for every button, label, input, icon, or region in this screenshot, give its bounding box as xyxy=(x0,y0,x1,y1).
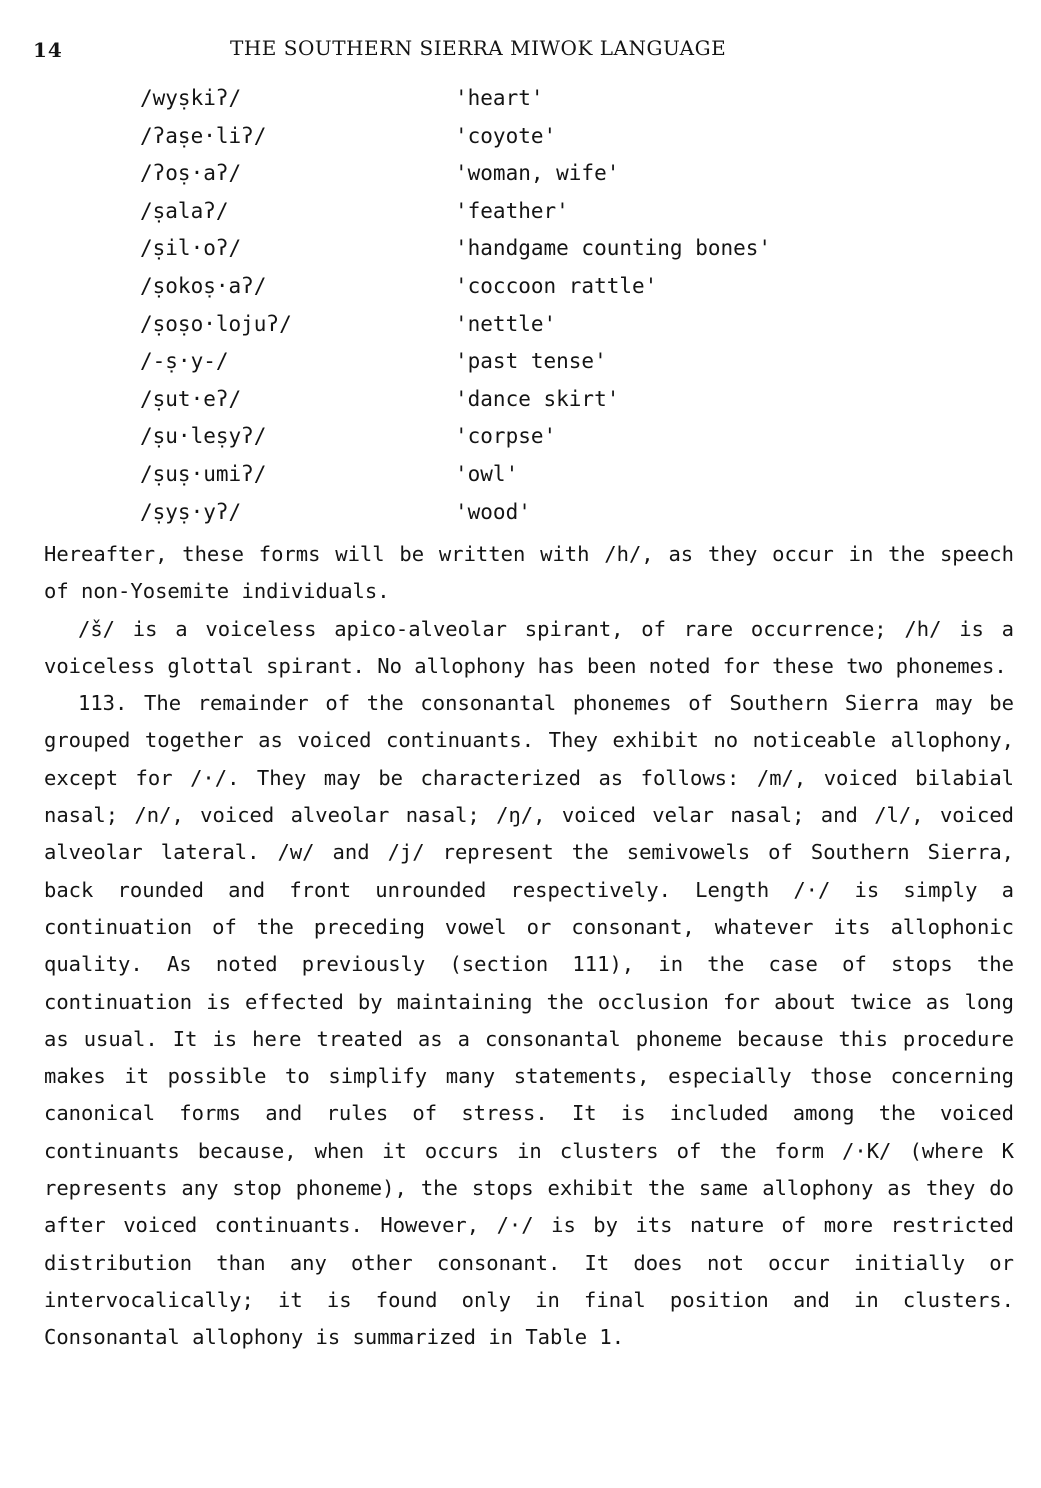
word-gloss: 'dance skirt' xyxy=(455,386,620,411)
word-entry xyxy=(140,236,900,274)
word-form: /ʔoṣ·aʔ/ xyxy=(140,161,242,186)
paragraph-hereafter: Hereafter, these forms will be written with /h/, as they occur in the speech of non-Yosemite individuals. xyxy=(44,542,1014,604)
running-head: THE SOUTHERN SIERRA MIWOK LANGUAGE xyxy=(230,36,727,60)
word-gloss: 'wood' xyxy=(455,499,531,524)
word-form: /ṣu·leṣyʔ/ xyxy=(140,424,267,449)
word-entry xyxy=(140,387,900,425)
page-number: 14 xyxy=(33,38,63,62)
word-entry xyxy=(140,86,900,124)
word-gloss: 'coccoon rattle' xyxy=(455,273,658,298)
word-form: /ṣokoṣ·aʔ/ xyxy=(140,273,267,298)
word-gloss: 'nettle' xyxy=(455,311,557,336)
word-gloss: 'owl' xyxy=(455,461,519,486)
word-gloss: 'handgame counting bones' xyxy=(455,236,772,261)
word-form: /wyṣkiʔ/ xyxy=(140,86,242,110)
word-entry xyxy=(140,199,900,237)
word-entry xyxy=(140,274,900,312)
word-form: /-ṣ·y-/ xyxy=(140,349,229,374)
word-form: /ṣyṣ·yʔ/ xyxy=(140,499,242,524)
word-entry xyxy=(140,500,900,538)
paragraph-section-113: 113. The remainder of the consonantal phonemes of Southern Sierra may be grouped together as voiced continuants. They exhibit no noticeable allophony, except for /·/. They may be characterized as follows: /m/, voiced bilabial nasal; /n/, voiced alveolar nasal; /ŋ/, voiced velar nasal; and /l/, voiced alveolar lateral. /w/ and /j/ represent the semivowels of Southern Sierra, back rounded and front unrounded respectively. Length /·/ is simply a continuation of the preceding vowel or consonant, whatever its allophonic quality. As noted previously (section 111), in the case of stops the continuation is effected by maintaining the occlusion for about twice as long as usual. It is here treated as a consonantal phoneme because this procedure makes it possible to simplify many statements, especially those concerning canonical forms and rules of stress. It is included among the voiced continuants because, when it occurs in clusters of the form /·K/ (where K represents any stop phoneme), the stops exhibit the same allophony as they do after voiced continuants. However, /·/ is by its nature of more restricted distribution than any other consonant. It does not occur initially or intervocalically; it is found only in final position and in clusters. Consonantal allophony is summarized in Table 1. xyxy=(44,691,1014,1350)
word-gloss: 'heart' xyxy=(455,86,544,110)
word-entry xyxy=(140,312,900,350)
paragraph-spirants: /š/ is a voiceless apico-alveolar spirant, of rare occurrence; /h/ is a voiceless glottal spirant. No allophony has been noted for these two phonemes. xyxy=(44,616,1014,678)
word-form: /ṣil·oʔ/ xyxy=(140,236,242,261)
word-gloss: 'woman, wife' xyxy=(455,161,620,186)
word-form: /ṣut·eʔ/ xyxy=(140,386,242,411)
word-entry xyxy=(140,161,900,199)
word-gloss: 'corpse' xyxy=(455,424,557,449)
word-list xyxy=(140,86,900,537)
word-gloss: 'feather' xyxy=(455,198,569,223)
word-entry xyxy=(140,349,900,387)
word-entry xyxy=(140,462,900,500)
body-text xyxy=(44,536,1014,1357)
word-gloss: 'coyote' xyxy=(455,123,557,148)
word-form: /ʔaṣe·liʔ/ xyxy=(140,123,267,148)
word-form: /ṣalaʔ/ xyxy=(140,198,229,223)
word-entry xyxy=(140,424,900,462)
word-entry xyxy=(140,124,900,162)
word-form: /ṣuṣ·umiʔ/ xyxy=(140,461,267,486)
word-form: /ṣoṣo·lojuʔ/ xyxy=(140,311,292,336)
word-gloss: 'past tense' xyxy=(455,349,607,374)
